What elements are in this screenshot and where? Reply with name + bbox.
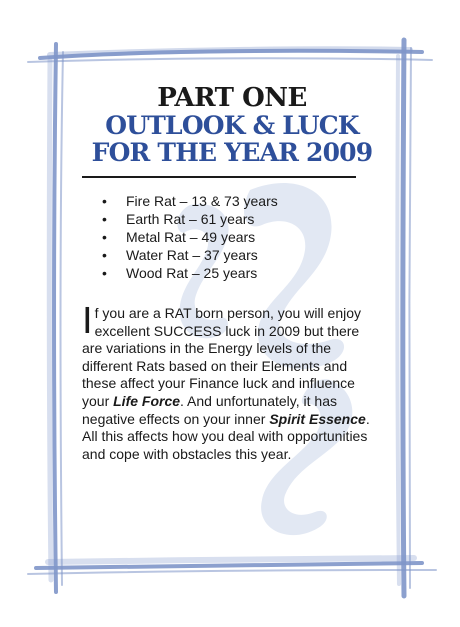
list-item: • Fire Rat – 13 & 73 years [102,193,278,209]
age-list [82,192,382,282]
bullet-icon: • [102,265,107,281]
bullet-icon: • [102,229,107,245]
divider [82,176,356,178]
paragraph-text: . All this affects how you deal with opportunities and cope with obstacles this year. [82,410,370,462]
title-line-2: FOR THE YEAR 2009 [91,138,373,167]
emphasis-spirit-essence: Spirit Essence [269,410,366,427]
title-line-1: OUTLOOK & LUCK [105,111,359,140]
part-heading: PART ONE [157,83,307,113]
list-item: • Wood Rat – 25 years [102,265,258,281]
list-item: • Earth Rat – 61 years [102,211,255,227]
paragraph-text: . And unfortunately, it has negative effects on your inner [82,392,337,427]
drop-cap: I [82,301,93,342]
bullet-icon: • [102,193,107,209]
list-item: • Water Rat – 37 years [102,247,258,263]
body-paragraph [82,301,372,463]
emphasis-life-force: Life Force [113,392,181,409]
bullet-icon: • [102,247,107,263]
bullet-icon: • [102,211,107,227]
paragraph-text: f you are a RAT born person, you will enjoy excellent SUCCESS luck in 2009 but there are variations in the Energy levels of the different Rats based on their Elements and these affect your Finance luck and influence your [82,305,362,409]
list-item: • Metal Rat – 49 years [102,229,256,245]
content [82,80,382,477]
